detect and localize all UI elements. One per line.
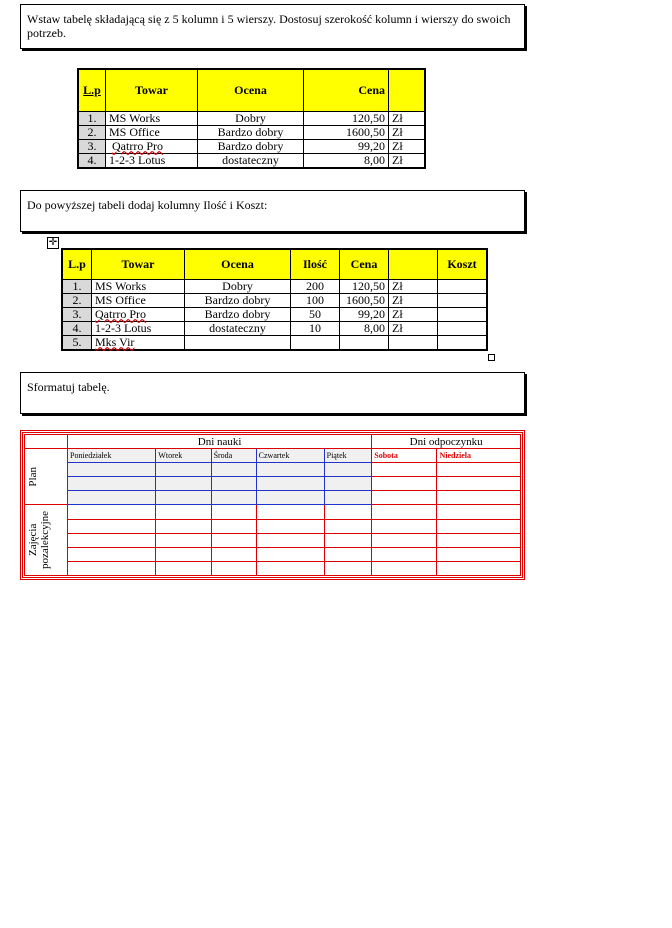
t2-cell[interactable]: 2. [62, 293, 92, 307]
t3-cell[interactable] [211, 477, 256, 491]
t2-cell[interactable]: Zł [389, 279, 438, 293]
t2-cell[interactable]: 200 [291, 279, 340, 293]
t3-cell[interactable] [68, 533, 156, 547]
t1-cell[interactable]: dostateczny [198, 153, 304, 168]
t1-header-ocena[interactable]: Ocena [198, 69, 304, 111]
t2-cell[interactable] [389, 335, 438, 350]
t2-cell[interactable]: MS Office [92, 293, 185, 307]
t3-cell[interactable] [372, 519, 437, 533]
t3-cell[interactable] [211, 547, 256, 561]
t3-cell[interactable] [437, 477, 521, 491]
t1-cell[interactable]: 120,50 [304, 111, 389, 125]
t2-cell[interactable]: 1-2-3 Lotus [92, 321, 185, 335]
t3-cell[interactable] [437, 547, 521, 561]
t1-cell[interactable]: Bardzo dobry [198, 125, 304, 139]
t3-row-extra[interactable] [25, 505, 68, 576]
t3-cell[interactable] [68, 561, 156, 575]
t3-day-mon[interactable]: Poniedziałek [68, 449, 156, 463]
t2-cell[interactable] [438, 293, 488, 307]
t1-cell[interactable]: Zł [389, 139, 426, 153]
table-row [78, 111, 425, 125]
t2-cell[interactable] [438, 279, 488, 293]
t1-cell[interactable]: 1600,50 [304, 125, 389, 139]
t3-cell[interactable] [256, 533, 324, 547]
t2-cell[interactable]: MS Works [92, 279, 185, 293]
table1 [77, 68, 426, 169]
t3-cell[interactable] [68, 491, 156, 505]
t2-cell[interactable]: 4. [62, 321, 92, 335]
t3-cell[interactable] [68, 519, 156, 533]
table-row [62, 335, 487, 350]
t3-cell[interactable] [324, 463, 372, 477]
t2-cell[interactable] [438, 307, 488, 321]
t3-cell[interactable] [324, 477, 372, 491]
t3-plan-label: Plan [27, 467, 39, 487]
t2-header-empty[interactable] [389, 249, 438, 279]
t3-cell[interactable] [324, 519, 372, 533]
t1-cell[interactable]: 99,20 [304, 139, 389, 153]
task1-text: Wstaw tabelę składającą się z 5 kolumn i 5 wierszy. Dostosuj szerokość kolumn i wierszy do swoich potrzeb. [27, 12, 511, 40]
t3-cell[interactable] [211, 505, 256, 519]
t2-cell[interactable] [185, 335, 291, 350]
t3-cell[interactable] [256, 505, 324, 519]
t3-row-plan[interactable] [25, 449, 68, 505]
t3-cell[interactable] [256, 519, 324, 533]
t1-cell[interactable]: Dobry [198, 111, 304, 125]
t3-cell[interactable] [211, 533, 256, 547]
t3-cell[interactable] [372, 505, 437, 519]
t3-cell[interactable] [372, 477, 437, 491]
t3-cell[interactable] [437, 533, 521, 547]
table2 [61, 248, 488, 351]
t2-cell[interactable]: 1600,50 [340, 293, 389, 307]
t3-cell[interactable] [256, 477, 324, 491]
t3-cell[interactable] [68, 505, 156, 519]
t3-cell[interactable] [372, 561, 437, 575]
t3-cell[interactable] [437, 505, 521, 519]
t3-cell[interactable] [437, 491, 521, 505]
task2-box [20, 190, 525, 232]
t2-cell[interactable]: Mks Vir [92, 335, 185, 350]
t2-cell[interactable]: 5. [62, 335, 92, 350]
t3-cell[interactable] [324, 505, 372, 519]
t3-cell[interactable] [68, 463, 156, 477]
t3-cell[interactable] [211, 491, 256, 505]
t2-cell[interactable]: Qatrro Pro [92, 307, 185, 321]
t3-cell[interactable] [256, 547, 324, 561]
t2-cell[interactable]: 3. [62, 307, 92, 321]
task3-text: Sformatuj tabelę. [27, 380, 110, 394]
t1-header-cena[interactable]: Cena [304, 69, 389, 111]
t1-header-empty[interactable] [389, 69, 426, 111]
t1-cell[interactable]: 4. [78, 153, 106, 168]
table-row [78, 139, 425, 153]
t2-cell[interactable]: dostateczny [185, 321, 291, 335]
t1-cell[interactable]: MS Office [106, 125, 198, 139]
table-resize-handle[interactable] [488, 354, 495, 361]
t1-header-towar[interactable]: Towar [106, 69, 198, 111]
t2-cell[interactable]: 50 [291, 307, 340, 321]
t2-cell[interactable]: Zł [389, 321, 438, 335]
t1-cell[interactable]: 2. [78, 125, 106, 139]
t3-day-thu[interactable]: Czwartek [256, 449, 324, 463]
t2-cell[interactable] [438, 321, 488, 335]
task2-text: Do powyższej tabeli dodaj kolumny Ilość i Koszt: [27, 198, 268, 212]
t3-cell[interactable] [68, 547, 156, 561]
table3-grid [24, 434, 521, 576]
t2-cell[interactable]: Dobry [185, 279, 291, 293]
t3-cell[interactable] [156, 547, 211, 561]
t3-cell[interactable] [211, 561, 256, 575]
t2-header-towar[interactable]: Towar [92, 249, 185, 279]
t3-day-wed[interactable]: Środa [211, 449, 256, 463]
t1-cell[interactable]: 1-2-3 Lotus [106, 153, 198, 168]
t3-cell[interactable] [372, 547, 437, 561]
t1-cell[interactable]: Zł [389, 153, 426, 168]
t2-cell[interactable]: Zł [389, 307, 438, 321]
t3-day-fri[interactable]: Piątek [324, 449, 372, 463]
task1-box [20, 4, 525, 49]
t2-cell[interactable] [438, 335, 488, 350]
t2-cell[interactable]: Bardzo dobry [185, 293, 291, 307]
t2-header-lp[interactable]: L.p [62, 249, 92, 279]
t1-cell[interactable]: 1. [78, 111, 106, 125]
t2-cell[interactable]: Bardzo dobry [185, 307, 291, 321]
t1-cell[interactable]: 8,00 [304, 153, 389, 168]
t3-cell[interactable] [256, 561, 324, 575]
t2-cell[interactable]: 1. [62, 279, 92, 293]
t3-cell[interactable] [324, 547, 372, 561]
t3-cell[interactable] [372, 491, 437, 505]
t3-cell[interactable] [324, 491, 372, 505]
move-cross-icon[interactable]: ✛ [48, 237, 58, 248]
t3-cell[interactable] [156, 505, 211, 519]
t2-cell[interactable]: 99,20 [340, 307, 389, 321]
t1-cell[interactable]: 3. [78, 139, 106, 153]
t1-header-lp[interactable]: L.p [78, 69, 106, 111]
t3-group-study[interactable]: Dni nauki [68, 435, 372, 449]
t3-cell[interactable] [324, 561, 372, 575]
t3-cell[interactable] [211, 519, 256, 533]
t2-cell[interactable] [291, 335, 340, 350]
t1-cell[interactable]: Zł [389, 111, 426, 125]
table-row [78, 125, 425, 139]
t3-day-sat[interactable]: Sobota [372, 449, 437, 463]
t2-cell[interactable]: 100 [291, 293, 340, 307]
t2-cell[interactable]: 10 [291, 321, 340, 335]
table-row [78, 153, 425, 168]
t1-cell[interactable]: Qatrro Pro [106, 139, 198, 153]
t2-header-cena[interactable]: Cena [340, 249, 389, 279]
table-row [62, 307, 487, 321]
table3 [20, 430, 525, 580]
t3-cell[interactable] [156, 519, 211, 533]
t3-cell[interactable] [372, 463, 437, 477]
t1-cell[interactable]: MS Works [106, 111, 198, 125]
t2-cell[interactable]: Zł [389, 293, 438, 307]
t3-cell[interactable] [211, 463, 256, 477]
t2-cell[interactable] [340, 335, 389, 350]
t3-cell[interactable] [437, 463, 521, 477]
task3-box [20, 372, 525, 414]
t3-cell[interactable] [437, 561, 521, 575]
table-row [62, 279, 487, 293]
t3-cell[interactable] [156, 561, 211, 575]
t3-cell[interactable] [256, 491, 324, 505]
t3-cell[interactable] [156, 533, 211, 547]
t3-cell[interactable] [156, 463, 211, 477]
t2-header-ilosc[interactable]: Ilość [291, 249, 340, 279]
t3-corner[interactable] [25, 435, 68, 449]
t2-header-koszt[interactable]: Koszt [438, 249, 488, 279]
t3-cell[interactable] [437, 519, 521, 533]
t2-cell[interactable]: 120,50 [340, 279, 389, 293]
t3-cell[interactable] [256, 463, 324, 477]
t2-header-ocena[interactable]: Ocena [185, 249, 291, 279]
t3-cell[interactable] [324, 533, 372, 547]
t2-cell[interactable]: 8,00 [340, 321, 389, 335]
t3-day-sun[interactable]: Niedziela [437, 449, 521, 463]
t3-group-rest[interactable]: Dni odpoczynku [372, 435, 521, 449]
t3-extra-label: Zajęcia pozalekcyjne [27, 511, 51, 570]
t3-day-tue[interactable]: Wtorek [156, 449, 211, 463]
table-row [62, 293, 487, 307]
table-row [62, 321, 487, 335]
t3-cell[interactable] [372, 533, 437, 547]
t1-cell[interactable]: Zł [389, 125, 426, 139]
t3-cell[interactable] [156, 491, 211, 505]
t1-cell[interactable]: Bardzo dobry [198, 139, 304, 153]
t3-cell[interactable] [68, 477, 156, 491]
t3-cell[interactable] [156, 477, 211, 491]
